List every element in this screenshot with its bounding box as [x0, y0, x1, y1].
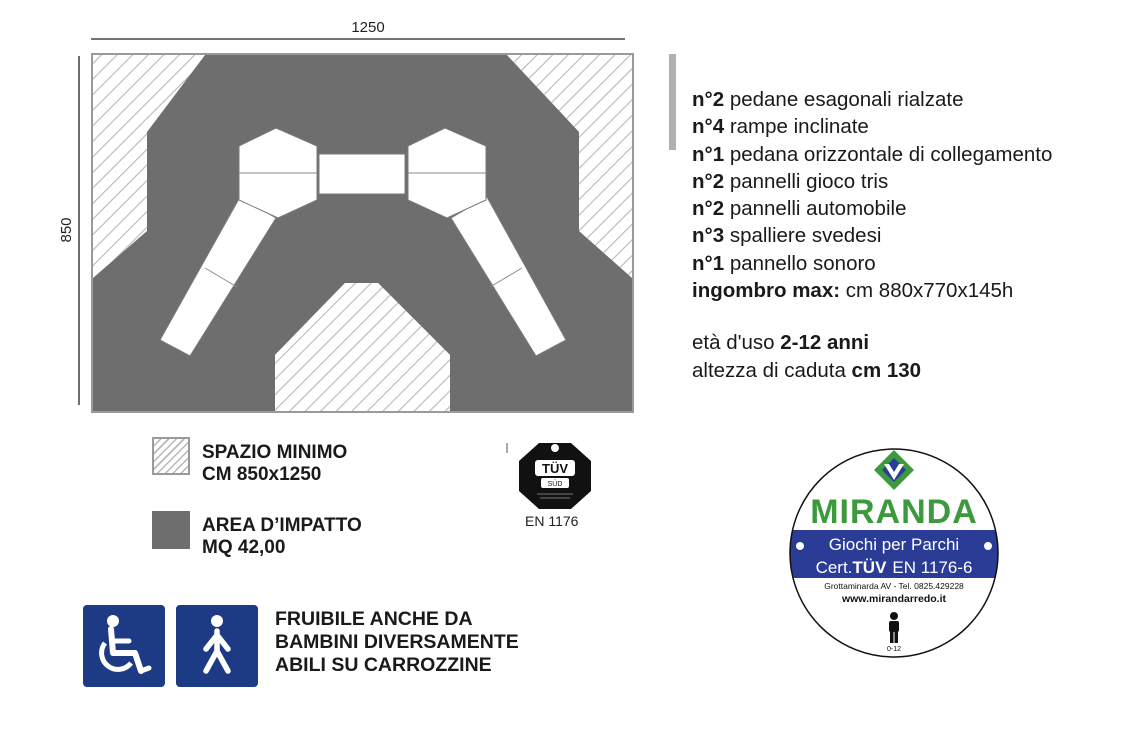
tuv-sub-text: SÜD: [547, 481, 563, 488]
connecting-platform: [319, 154, 405, 194]
height-dimension-label: 850: [58, 217, 75, 243]
tuv-badge-text: TÜV: [542, 461, 568, 476]
impact-area-label: AREA D’IMPATTO MQ 42,00: [202, 515, 362, 558]
wheelchair-icon: [83, 605, 165, 687]
spec-item: n°1 pedana orizzontale di collegamento: [692, 142, 1053, 166]
usage-age: età d'uso 2-12 anni: [692, 331, 870, 355]
plan-diagram: [0, 0, 640, 420]
brand-name: MIRANDA: [810, 493, 978, 531]
tuv-standard-label: EN 1176: [525, 513, 579, 529]
tuv-badge: [505, 441, 605, 513]
spec-accent-bar: [669, 54, 676, 150]
usage-fall-height: altezza di caduta cm 130: [692, 358, 922, 382]
spec-item: n°1 pannello sonoro: [692, 251, 876, 275]
width-dimension-label: 1250: [351, 19, 385, 36]
spec-item: ingombro max: cm 880x770x145h: [692, 279, 1014, 303]
minimum-space-label: SPAZIO MINIMO CM 850x1250: [202, 442, 348, 485]
brand-certification: Cert.TÜV EN 1176-6: [815, 558, 973, 577]
miranda-logo: [786, 446, 1006, 662]
spec-item: n°2 pannelli gioco tris: [692, 169, 889, 193]
impact-area-swatch: [152, 511, 190, 549]
pedestrian-sign: [176, 605, 258, 687]
spec-item: n°3 spalliere svedesi: [692, 224, 882, 248]
brand-website: www.mirandarredo.it: [841, 593, 947, 605]
spec-item: n°4 rampe inclinate: [692, 115, 869, 139]
walking-person-icon: [176, 605, 258, 687]
wheelchair-sign: [83, 605, 165, 687]
brand-tagline: Giochi per Parchi: [828, 535, 960, 554]
brand-address: Grottaminarda AV - Tel. 0825.429228: [824, 581, 964, 591]
accessibility-note: FRUIBILE ANCHE DA BAMBINI DIVERSAMENTE ABILI SU CARROZZINE: [275, 608, 519, 676]
minimum-space-swatch: [152, 437, 190, 475]
spec-item: n°2 pannelli automobile: [692, 197, 907, 221]
brand-age-range: 0-12: [886, 646, 902, 653]
spec-item: n°2 pedane esagonali rialzate: [692, 88, 964, 111]
spec-list: [692, 86, 1052, 384]
